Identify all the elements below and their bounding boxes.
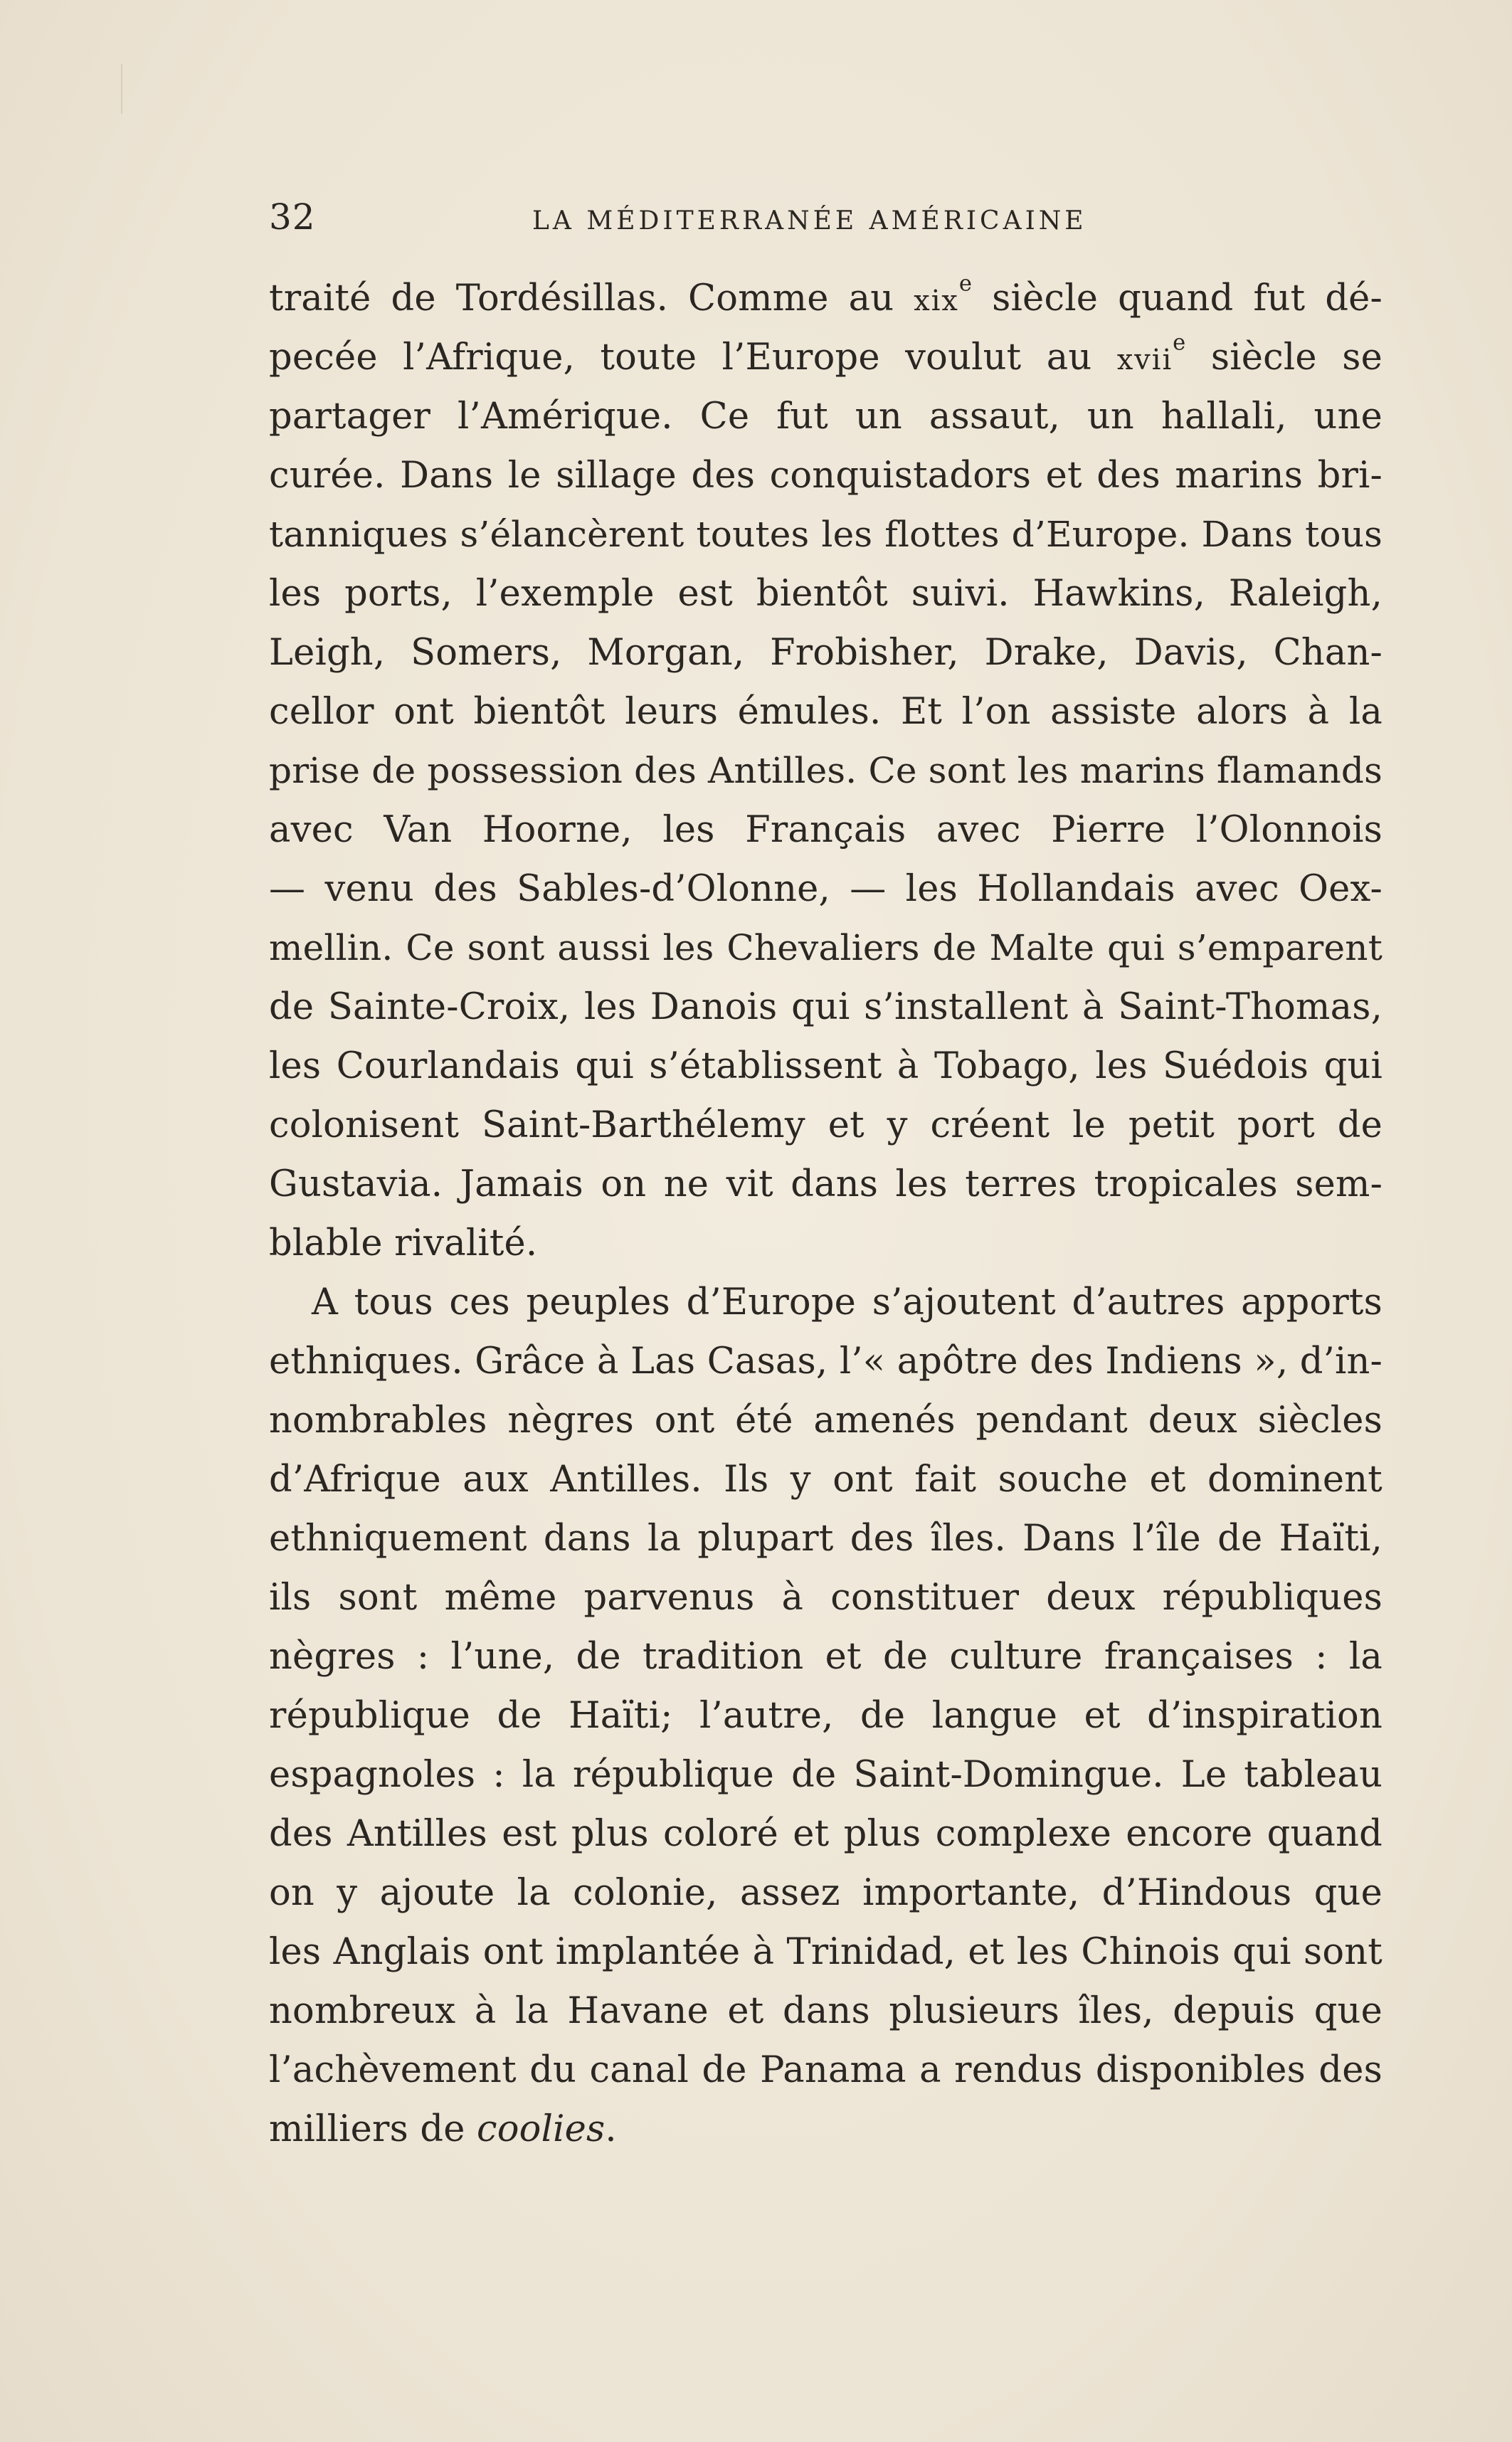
text-line: nègres : l’une, de tradition et de culture françaises : la xyxy=(269,1636,1383,1678)
text-run: siècle se xyxy=(1185,337,1383,379)
paragraph-1 xyxy=(269,269,1383,1273)
text-line: de Sainte-Croix, les Danois qui s’installent à Saint-Thomas, xyxy=(269,986,1383,1028)
text-line: mellin. Ce sont aussi les Chevaliers de Malte qui s’emparent xyxy=(269,927,1383,968)
text-line: prise de possession des Antilles. Ce sont les marins flamands xyxy=(269,750,1383,791)
text-line: l’achèvement du canal de Panama a rendus disponibles des xyxy=(269,2049,1383,2091)
text-line: A tous ces peuples d’Europe s’ajoutent d’autres apports xyxy=(312,1281,1383,1323)
page-header xyxy=(269,192,1379,242)
text-line xyxy=(269,269,1383,328)
text-run: . xyxy=(605,2108,617,2150)
italic-word: coolies xyxy=(477,2108,606,2150)
running-head: LA MÉDITERRANÉE AMÉRICAINE xyxy=(532,206,1087,236)
paragraph-2 xyxy=(269,1273,1383,2159)
text-line: avec Van Hoorne, les Français avec Pierre l’Olonnois xyxy=(269,809,1383,851)
text-line: tanniques s’élancèrent toutes les flottes d’Europe. Dans tous xyxy=(269,514,1383,555)
text-line: Gustavia. Jamais on ne vit dans les terres tropicales sem- xyxy=(269,1163,1383,1205)
text-line xyxy=(269,2100,1383,2159)
text-line: république de Haïti; l’autre, de langue et d’inspiration xyxy=(269,1695,1383,1737)
page-edge-mark xyxy=(121,64,122,114)
text-line: ethniques. Grâce à Las Casas, l’« apôtre des Indiens », d’in- xyxy=(269,1341,1383,1383)
text-line xyxy=(269,328,1383,387)
page-number: 32 xyxy=(269,196,316,238)
text-line: — venu des Sables-d’Olonne, — les Hollandais avec Oex- xyxy=(269,868,1383,910)
superscript: e xyxy=(1173,330,1186,356)
text-line: on y ajoute la colonie, assez importante, d’Hindous que xyxy=(269,1872,1383,1914)
text-line: blable rivalité. xyxy=(269,1222,538,1264)
body-text xyxy=(269,269,1383,2159)
text-line: nombrables nègres ont été amenés pendant deux siècles xyxy=(269,1400,1383,1442)
text-line: les Anglais ont implantée à Trinidad, et les Chinois qui sont xyxy=(269,1931,1383,1973)
text-run: pecée l’Afrique, toute l’Europe voulut au xyxy=(269,337,1117,379)
text-line: ethniquement dans la plupart des îles. Dans l’île de Haïti, xyxy=(269,1518,1383,1560)
text-line: les ports, l’exemple est bientôt suivi. Hawkins, Raleigh, xyxy=(269,573,1383,615)
text-run: traité de Tordésillas. Comme au xyxy=(269,278,914,319)
text-line: curée. Dans le sillage des conquistadors et des marins bri- xyxy=(269,455,1383,497)
text-line: des Antilles est plus coloré et plus complexe encore quand xyxy=(269,1813,1383,1855)
superscript: e xyxy=(958,271,973,297)
text-line: les Courlandais qui s’établissent à Tobago, les Suédois qui xyxy=(269,1045,1383,1087)
text-run: milliers de xyxy=(269,2108,477,2150)
century-numeral: xix xyxy=(914,285,959,317)
text-line: cellor ont bientôt leurs émules. Et l’on assiste alors à la xyxy=(269,691,1383,733)
text-line: Leigh, Somers, Morgan, Frobisher, Drake, Davis, Chan- xyxy=(269,632,1383,674)
text-line: nombreux à la Havane et dans plusieurs îles, depuis que xyxy=(269,1990,1383,2032)
text-line: d’Afrique aux Antilles. Ils y ont fait souche et dominent xyxy=(269,1459,1383,1501)
text-line: partager l’Amérique. Ce fut un assaut, un hallali, une xyxy=(269,396,1383,438)
text-line: colonisent Saint-Barthélemy et y créent le petit port de xyxy=(269,1104,1383,1146)
text-line: espagnoles : la république de Saint-Domingue. Le tableau xyxy=(269,1754,1383,1796)
century-numeral: xvii xyxy=(1116,344,1173,376)
text-run: siècle quand fut dé- xyxy=(972,278,1383,319)
text-line: ils sont même parvenus à constituer deux républiques xyxy=(269,1577,1383,1619)
